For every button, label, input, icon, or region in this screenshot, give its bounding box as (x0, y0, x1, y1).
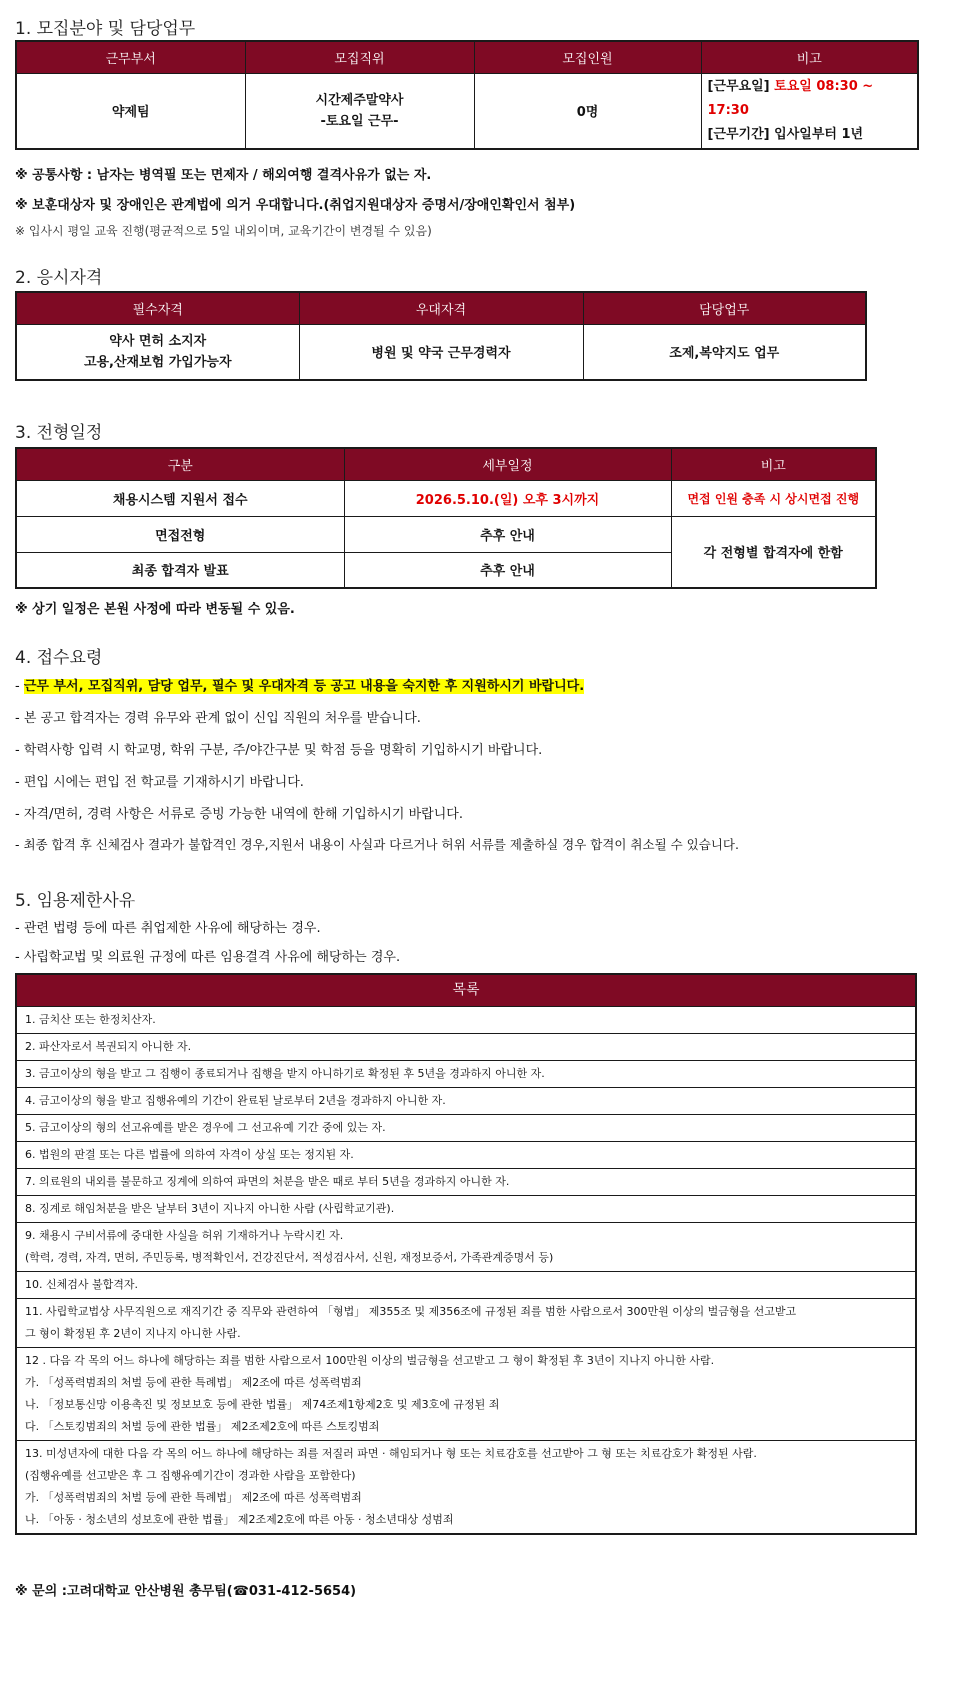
list-item-line: 1. 금치산 또는 한정치산자. (25, 1012, 156, 1026)
section-2-title: 2. 응시자격 (15, 268, 103, 288)
section-3-title: 3. 전형일정 (15, 423, 103, 443)
list-item (16, 1033, 916, 1060)
list-item-line: 3. 금고이상의 형을 받고 그 집행이 종료되거나 집행을 받지 아니하기로 확정된 후 5년을 경과하지 아니한 자. (25, 1066, 545, 1080)
list-item-line: 7. 의료원의 내외를 불문하고 징계에 의하여 파면의 처분을 받은 때로 부터 5년을 경과하지 아니한 자. (25, 1174, 510, 1188)
list-item-line: (집행유예를 선고받은 후 그 집행유예기간이 경과한 사람을 포함한다) (25, 1468, 356, 1482)
list-item-line: (학력, 경력, 자격, 면허, 주민등록, 병적확인서, 건강진단서, 적성검사서, 신원, 재정보증서, 가족관계증명서 등) (25, 1250, 554, 1264)
list-item (16, 1298, 916, 1347)
list-item (16, 1168, 916, 1195)
list-item-line: 나. 「정보통신망 이용촉진 및 정보보호 등에 관한 법률」 제74조제1항제2호 및 제3호에 규정된 죄 (25, 1397, 500, 1411)
list-row (16, 1168, 916, 1195)
list-header: 목록 (16, 974, 916, 1006)
list-item-line: 4. 금고이상의 형을 받고 집행유예의 기간이 완료된 날로부터 2년을 경과하지 아니한 자. (25, 1093, 446, 1107)
col-header: 모집직위 (245, 41, 474, 73)
list-item (16, 1195, 916, 1222)
list-row (16, 1141, 916, 1168)
note-cell (701, 73, 918, 149)
list-item-line: 8. 징계로 해임처분을 받은 날부터 3년이 지나지 아니한 사람 (사립학교기관). (25, 1201, 395, 1215)
disqualification-list-table (15, 973, 917, 1535)
list-item-line: 가. 「성폭력범죄의 처벌 등에 관한 특례법」 제2조에 따른 성폭력범죄 (25, 1490, 362, 1504)
list-item-line: 13. 미성년자에 대한 다음 각 목의 어느 하나에 해당하는 죄를 저질러 파면 · 해임되거나 형 또는 치료감호를 선고받아 그 형 또는 치료감호가 확정된 사람. (25, 1446, 757, 1460)
col-header: 비고 (701, 41, 918, 73)
list-row (16, 1033, 916, 1060)
list-item-line: 다. 「스토킹범죄의 처벌 등에 관한 법률」 제2조제2호에 따른 스토킹범죄 (25, 1419, 380, 1433)
work-days: [근무요일] 토요일 08:30 ~ 17:30 (707, 78, 874, 118)
section-1-title: 1. 모집분야 및 담당업무 (15, 19, 196, 39)
position-line: 시간제주말약사 (315, 92, 404, 108)
note-common: ※ 공통사항 : 남자는 병역필 또는 면제자 / 해외여행 결격사유가 없는 자. (15, 168, 432, 183)
duty-cell: 조제,복약지도 업무 (583, 324, 866, 380)
list-item-line: 그 형이 확정된 후 2년이 지나지 아니한 사람. (25, 1326, 241, 1340)
list-row (16, 1087, 916, 1114)
list-item-line: 2. 파산자로서 복권되지 아니한 자. (25, 1039, 192, 1053)
list-item-line: 가. 「성폭력범죄의 처벌 등에 관한 특례법」 제2조에 따른 성폭력범죄 (25, 1375, 362, 1389)
position-cell (245, 73, 474, 149)
restriction-item: - 사립학교법 및 의료원 규정에 따른 임용결격 사유에 해당하는 경우. (15, 950, 401, 965)
list-item-line: 5. 금고이상의 형의 선고유예를 받은 경우에 그 선고유예 기간 중에 있는 자. (25, 1120, 386, 1134)
list-item-line: 12 . 다음 각 목의 어느 하나에 해당하는 죄를 범한 사람으로서 100만원 이상의 벌금형을 선고받고 그 형이 확정된 후 3년이 지나지 아니한 사람. (25, 1353, 715, 1367)
highlight-text: 근무 부서, 모집직위, 담당 업무, 필수 및 우대자격 등 공고 내용을 숙지한 후 지원하시기 바랍니다. (23, 679, 585, 694)
list-item (16, 1347, 916, 1440)
list-item-line: 9. 채용시 구비서류에 중대한 사실을 허위 기재하거나 누락시킨 자. (25, 1228, 344, 1242)
list-row (16, 1347, 916, 1440)
date-cell: 추후 안내 (344, 516, 671, 552)
col-header: 근무부서 (16, 41, 245, 73)
list-item (16, 1222, 916, 1271)
schedule-footnote: ※ 상기 일정은 본원 사정에 따라 변동될 수 있음. (15, 602, 295, 617)
date-cell: 2026.5.10.(일) 오후 3시까지 (344, 480, 671, 516)
list-item-line: 6. 법원의 판결 또는 다른 법률에 의하여 자격이 상실 또는 정지된 자. (25, 1147, 354, 1161)
contact-info: ※ 문의 :고려대학교 안산병원 총무팀(☎031-412-5654) (15, 1584, 357, 1599)
schedule-table (15, 447, 877, 589)
list-row (16, 1440, 916, 1534)
recruit-field-table (15, 40, 919, 150)
instruction-item: - 본 공고 합격자는 경력 유무와 관계 없이 신입 직원의 처우를 받습니다. (15, 711, 421, 726)
note-veterans: ※ 보훈대상자 및 장애인은 관계법에 의거 우대합니다.(취업지원대상자 증명서/장애인확인서 첨부) (15, 198, 576, 213)
list-item-line: 11. 사립학교법상 사무직원으로 재직기간 중 직무와 관련하여 「형법」 제355조 및 제356조에 규정된 죄를 범한 사람으로서 300만원 이상의 벌금형을 선고받고 (25, 1304, 797, 1318)
instruction-item: - 학력사항 입력 시 학교명, 학위 구분, 주/야간구분 및 학점 등을 명확히 기입하시기 바랍니다. (15, 743, 543, 758)
preferred-cell: 병원 및 약국 근무경력자 (299, 324, 583, 380)
list-item (16, 1087, 916, 1114)
list-row (16, 1222, 916, 1271)
section-4-title: 4. 접수요령 (15, 648, 103, 668)
list-row (16, 1006, 916, 1033)
count-cell: 0명 (474, 73, 701, 149)
stage-cell: 최종 합격자 발표 (16, 552, 344, 588)
section-5-title: 5. 임용제한사유 (15, 891, 136, 911)
stage-cell: 면접전형 (16, 516, 344, 552)
schedule-note-cell: 면접 인원 충족 시 상시면접 진행 (671, 480, 876, 516)
list-item (16, 1006, 916, 1033)
instruction-item: - 편입 시에는 편입 전 학교를 기재하시기 바랍니다. (15, 775, 304, 790)
col-header: 모집인원 (474, 41, 701, 73)
note-training: ※ 입사시 평일 교육 진행(평균적으로 5일 내외이며, 교육기간이 변경될 수 있음) (15, 224, 432, 238)
list-item (16, 1141, 916, 1168)
instruction-item: - 최종 합격 후 신체검사 결과가 불합격인 경우,지원서 내용이 사실과 다르거나 허위 서류를 제출하실 경우 합격이 취소될 수 있습니다. (15, 837, 739, 852)
col-header: 필수자격 (16, 292, 299, 324)
list-item (16, 1440, 916, 1534)
work-period: [근무기간] 입사일부터 1년 (707, 126, 864, 142)
list-row (16, 1114, 916, 1141)
col-header: 담당업무 (583, 292, 866, 324)
required-cell: 약사 면허 소지자 고용,산재보험 가입가능자 (16, 324, 299, 380)
instruction-item: - 자격/면허, 경력 사항은 서류로 증빙 가능한 내역에 한해 기입하시기 바랍니다. (15, 807, 463, 822)
list-item (16, 1114, 916, 1141)
date-cell: 추후 안내 (344, 552, 671, 588)
list-item (16, 1271, 916, 1298)
position-line: -토요일 근무- (320, 113, 399, 129)
list-row (16, 1271, 916, 1298)
col-header: 비고 (671, 448, 876, 480)
list-row (16, 1195, 916, 1222)
dept-cell: 약제팀 (16, 73, 245, 149)
merged-note-cell: 각 전형별 합격자에 한함 (671, 516, 876, 588)
stage-cell: 채용시스템 지원서 접수 (16, 480, 344, 516)
col-header: 구분 (16, 448, 344, 480)
restriction-item: - 관련 법령 등에 따른 취업제한 사유에 해당하는 경우. (15, 921, 321, 936)
col-header: 우대자격 (299, 292, 583, 324)
qualification-table (15, 291, 867, 381)
list-row (16, 1060, 916, 1087)
list-item-line: 10. 신체검사 불합격자. (25, 1277, 138, 1291)
highlight-line: - 근무 부서, 모집직위, 담당 업무, 필수 및 우대자격 등 공고 내용을 숙지한 후 지원하시기 바랍니다. (15, 679, 585, 694)
list-item (16, 1060, 916, 1087)
col-header: 세부일정 (344, 448, 671, 480)
list-row (16, 1298, 916, 1347)
list-item-line: 나. 「아동 · 청소년의 성보호에 관한 법률」 제2조제2호에 따른 아동 · 청소년대상 성범죄 (25, 1512, 454, 1526)
